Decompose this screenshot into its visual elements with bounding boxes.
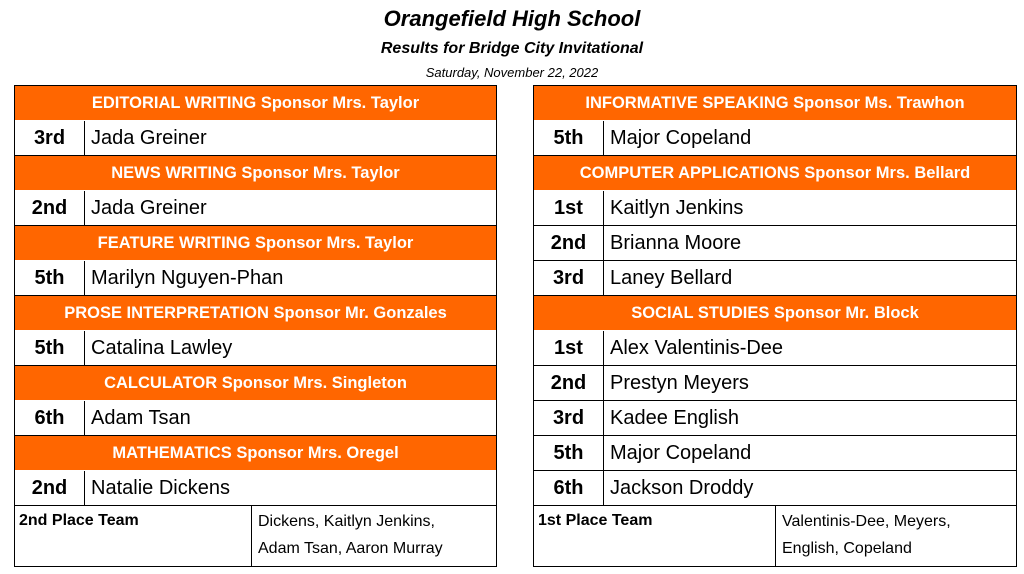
result-place: 2nd xyxy=(15,191,85,225)
result-place: 5th xyxy=(15,331,85,365)
result-row xyxy=(15,261,496,296)
result-place: 1st xyxy=(534,331,604,365)
result-name: Major Copeland xyxy=(610,441,752,464)
team-result xyxy=(534,506,1016,566)
team-members xyxy=(776,506,1016,566)
result-row xyxy=(534,366,1016,401)
left-results-table xyxy=(14,85,497,567)
result-place: 2nd xyxy=(15,471,85,505)
result-place: 6th xyxy=(15,401,85,435)
team-members-line: Adam Tsan, Aaron Murray xyxy=(258,540,443,557)
event-header: COMPUTER APPLICATIONS Sponsor Mrs. Bellard xyxy=(534,156,1016,191)
result-name: Jackson Droddy xyxy=(610,476,754,499)
result-place: 5th xyxy=(534,121,604,155)
result-place: 6th xyxy=(534,471,604,505)
result-place: 3rd xyxy=(534,261,604,295)
event-header: CALCULATOR Sponsor Mrs. Singleton xyxy=(15,366,496,401)
right-results-table xyxy=(533,85,1017,567)
team-members-line: Valentinis-Dee, Meyers, xyxy=(782,513,951,530)
result-place: 1st xyxy=(534,191,604,225)
result-name: Jada Greiner xyxy=(91,126,207,149)
event-subtitle: Results for Bridge City Invitational xyxy=(380,40,644,57)
result-row xyxy=(15,471,496,506)
result-place: 2nd xyxy=(534,226,604,260)
team-members-line: Dickens, Kaitlyn Jenkins, xyxy=(258,513,435,530)
result-place: 3rd xyxy=(15,121,85,155)
result-row xyxy=(534,261,1016,296)
result-place: 5th xyxy=(534,436,604,470)
result-row xyxy=(15,401,496,436)
result-name: Prestyn Meyers xyxy=(610,371,749,394)
result-name: Catalina Lawley xyxy=(91,336,233,359)
result-name: Kadee English xyxy=(610,406,739,429)
result-name: Brianna Moore xyxy=(610,231,742,254)
event-header: NEWS WRITING Sponsor Mrs. Taylor xyxy=(15,156,496,191)
event-date: Saturday, November 22, 2022 xyxy=(425,65,599,80)
team-members xyxy=(252,506,496,566)
result-name: Jada Greiner xyxy=(91,196,207,219)
school-title: Orangefield High School xyxy=(383,6,641,31)
event-header: EDITORIAL WRITING Sponsor Mrs. Taylor xyxy=(15,86,496,121)
result-place: 3rd xyxy=(534,401,604,435)
event-header: SOCIAL STUDIES Sponsor Mr. Block xyxy=(534,296,1016,331)
result-row xyxy=(15,331,496,366)
result-name: Alex Valentinis-Dee xyxy=(610,336,784,359)
result-name: Adam Tsan xyxy=(91,406,191,429)
result-row xyxy=(534,401,1016,436)
result-row xyxy=(534,471,1016,506)
result-row xyxy=(534,121,1016,156)
event-header: FEATURE WRITING Sponsor Mrs. Taylor xyxy=(15,226,496,261)
team-label: 1st Place Team xyxy=(534,506,776,566)
event-header: MATHEMATICS Sponsor Mrs. Oregel xyxy=(15,436,496,471)
result-row xyxy=(534,331,1016,366)
result-row xyxy=(15,191,496,226)
result-name: Natalie Dickens xyxy=(91,476,230,499)
result-place: 5th xyxy=(15,261,85,295)
result-name: Marilyn Nguyen-Phan xyxy=(91,266,284,289)
team-members-line: English, Copeland xyxy=(782,540,912,557)
result-name: Laney Bellard xyxy=(610,266,733,289)
event-header: PROSE INTERPRETATION Sponsor Mr. Gonzales xyxy=(15,296,496,331)
result-name: Major Copeland xyxy=(610,126,752,149)
result-row xyxy=(534,436,1016,471)
result-place: 2nd xyxy=(534,366,604,400)
result-row xyxy=(15,121,496,156)
team-label: 2nd Place Team xyxy=(15,506,252,566)
result-row xyxy=(534,191,1016,226)
event-header: INFORMATIVE SPEAKING Sponsor Ms. Trawhon xyxy=(534,86,1016,121)
result-row xyxy=(534,226,1016,261)
result-name: Kaitlyn Jenkins xyxy=(610,196,744,219)
team-result xyxy=(15,506,496,566)
